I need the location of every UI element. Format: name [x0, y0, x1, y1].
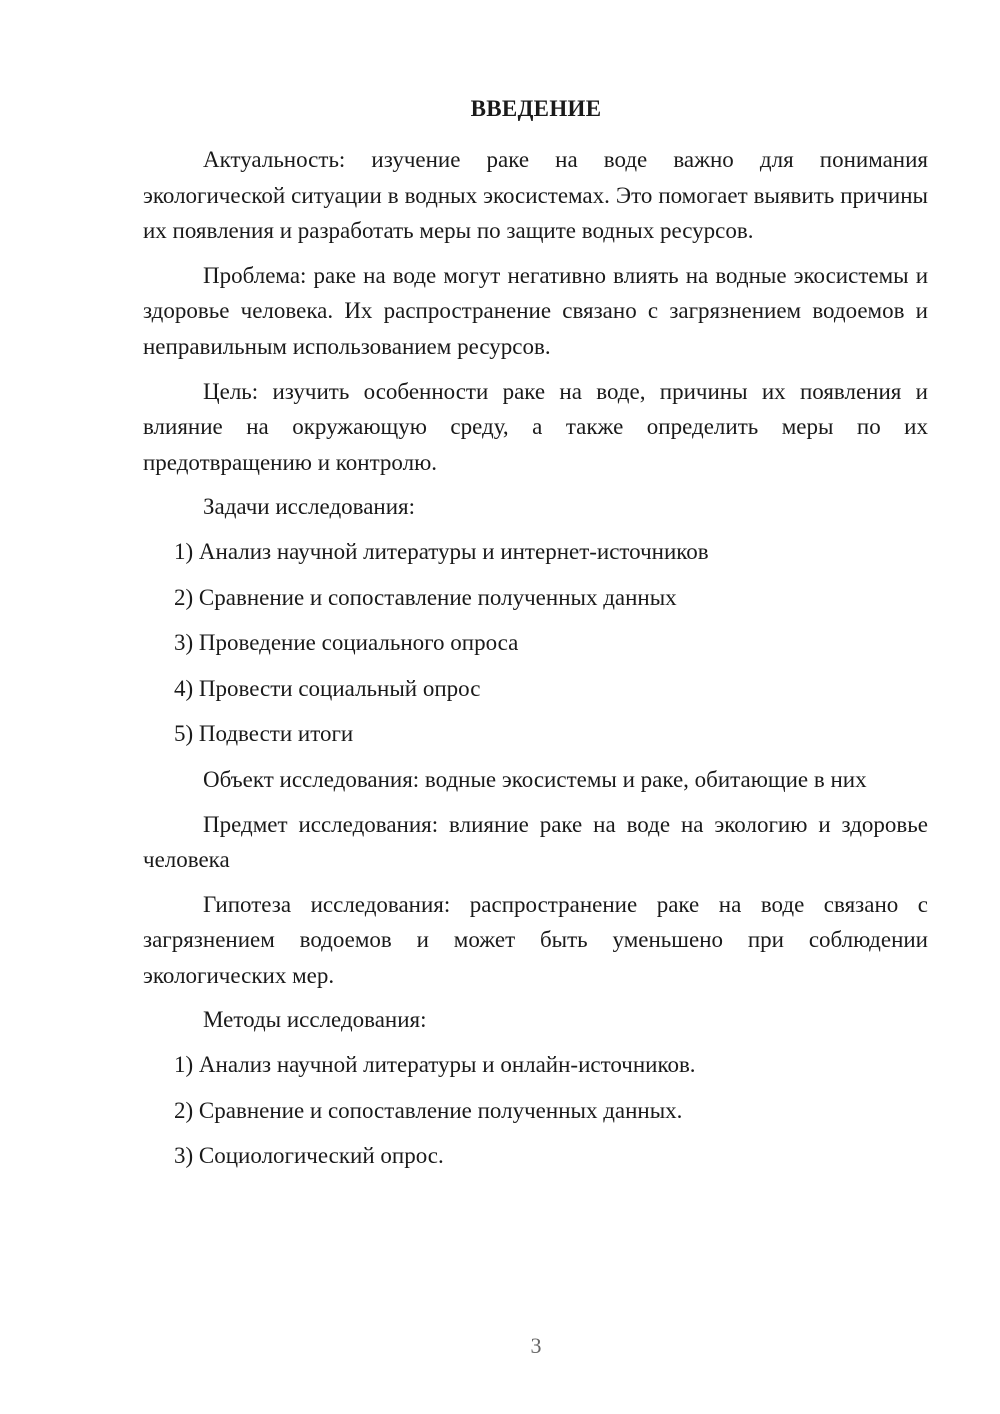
- relevance-paragraph: Актуальность: изучение раке на воде важно для понимания экологической ситуации в водных экосистемах. Это помогает выявить причины их появления и разработать меры по защите водных ресурсов.: [143, 147, 928, 244]
- methods-title: Методы исследования:: [203, 1007, 427, 1033]
- task-item: 3) Проведение социального опроса: [174, 630, 519, 656]
- method-item: 1) Анализ научной литературы и онлайн-источников.: [174, 1052, 696, 1078]
- object-paragraph: Объект исследования: водные экосистемы и раке, обитающие в них: [203, 766, 867, 792]
- page-number: 3: [530, 1333, 542, 1358]
- subject-paragraph: Предмет исследования: влияние раке на воде на экологию и здоровье человека: [143, 811, 928, 873]
- task-item: 2) Сравнение и сопоставление полученных данных: [174, 584, 677, 610]
- tasks-title: Задачи исследования:: [203, 494, 416, 520]
- task-item: 4) Провести социальный опрос: [174, 675, 481, 701]
- task-item: 1) Анализ научной литературы и интернет-источников: [174, 538, 709, 564]
- hypothesis-paragraph: Гипотеза исследования: распространение раке на воде связано с загрязнением водоемов и может быть уменьшено при соблюдении экологических мер.: [143, 891, 928, 988]
- section-heading: ВВЕДЕНИЕ: [470, 96, 602, 121]
- problem-paragraph: Проблема: раке на воде могут негативно влиять на водные экосистемы и здоровье человека. Их распространение связано с загрязнением водоемов и неправильным использованием ресурсов.: [143, 262, 928, 359]
- task-item: 5) Подвести итоги: [174, 721, 354, 747]
- goal-paragraph: Цель: изучить особенности раке на воде, причины их появления и влияние на окружающую среду, а также определить меры по их предотвращению и контролю.: [143, 378, 928, 475]
- method-item: 2) Сравнение и сопоставление полученных данных.: [174, 1097, 683, 1123]
- document-body: [143, 142, 928, 1184]
- method-item: 3) Социологический опрос.: [174, 1143, 444, 1169]
